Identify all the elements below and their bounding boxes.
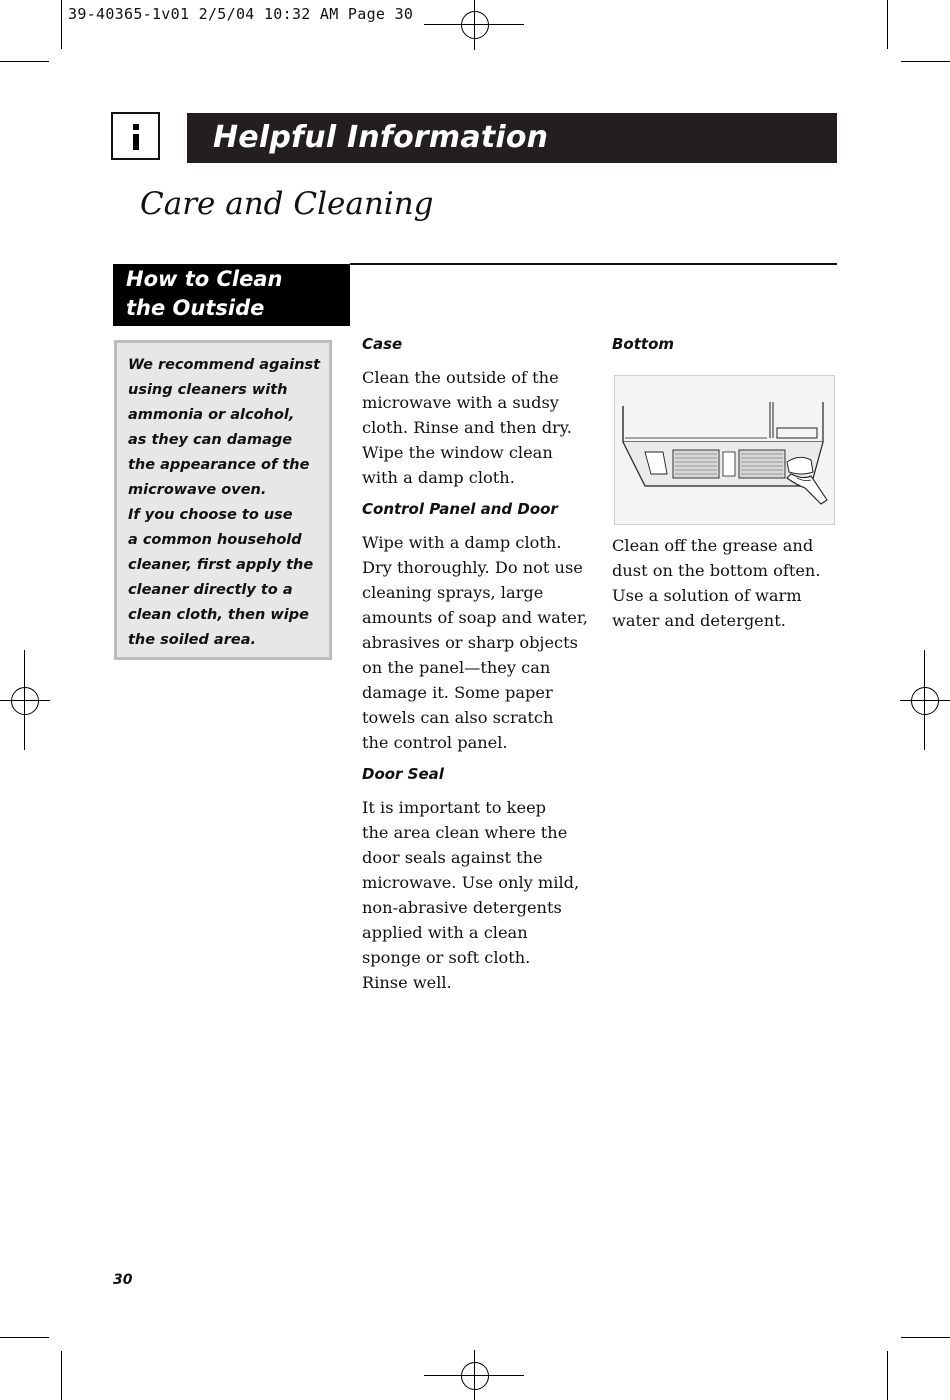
subsection-line: the Outside <box>126 296 265 320</box>
note-line: If you choose to use <box>128 507 293 523</box>
door-seal-heading: Door Seal <box>362 765 444 783</box>
note-line: clean cloth, then wipe <box>128 607 309 623</box>
note-line: cleaner, first apply the <box>128 557 314 573</box>
note-line: cleaner directly to a <box>128 582 293 598</box>
case-heading: Case <box>362 335 403 353</box>
note-line: ammonia or alcohol, <box>128 407 295 423</box>
case-text: Clean the outside of the microwave with a sudsy cloth. Rinse and then dry. Wipe the window clean with a damp cloth. <box>362 368 572 487</box>
bottom-heading: Bottom <box>612 335 675 353</box>
note-line: as they can damage <box>128 432 293 448</box>
microwave-bottom-illustration <box>614 375 835 525</box>
warning-note <box>114 340 332 660</box>
middle-column <box>362 333 594 1003</box>
subsection-heading <box>113 264 350 326</box>
slug-line: 39-40365-1v01 2/5/04 10:32 AM Page 30 <box>68 5 414 23</box>
note-line: the appearance of the <box>128 457 310 473</box>
page-number: 30 <box>113 1272 133 1288</box>
door-seal-text: It is important to keep the area clean where the door seals against the microwave. Use only mild, non-abrasive detergents applied with a clean sponge or soft cloth. Rinse well. <box>362 798 580 992</box>
header-title: Helpful Information <box>187 113 837 163</box>
right-column <box>612 333 837 365</box>
bottom-text: Clean off the grease and dust on the bottom often. Use a solution of warm water and detergent. <box>612 536 821 630</box>
note-line: using cleaners with <box>128 382 288 398</box>
control-panel-text: Wipe with a damp cloth. Dry thoroughly. Do not use cleaning sprays, large amounts of soap and water, abrasives or sharp objects on the panel—they can damage it. Some paper towels can also scratch the control panel. <box>362 533 588 752</box>
section-title: Care and Cleaning <box>140 186 434 222</box>
section-rule <box>350 263 837 265</box>
subsection-line: How to Clean <box>126 267 283 291</box>
control-panel-heading: Control Panel and Door <box>362 500 558 518</box>
note-line: the soiled area. <box>128 632 256 648</box>
info-icon <box>111 112 160 160</box>
note-line: We recommend against <box>128 357 321 373</box>
note-line: a common household <box>128 532 302 548</box>
note-line: microwave oven. <box>128 482 267 498</box>
